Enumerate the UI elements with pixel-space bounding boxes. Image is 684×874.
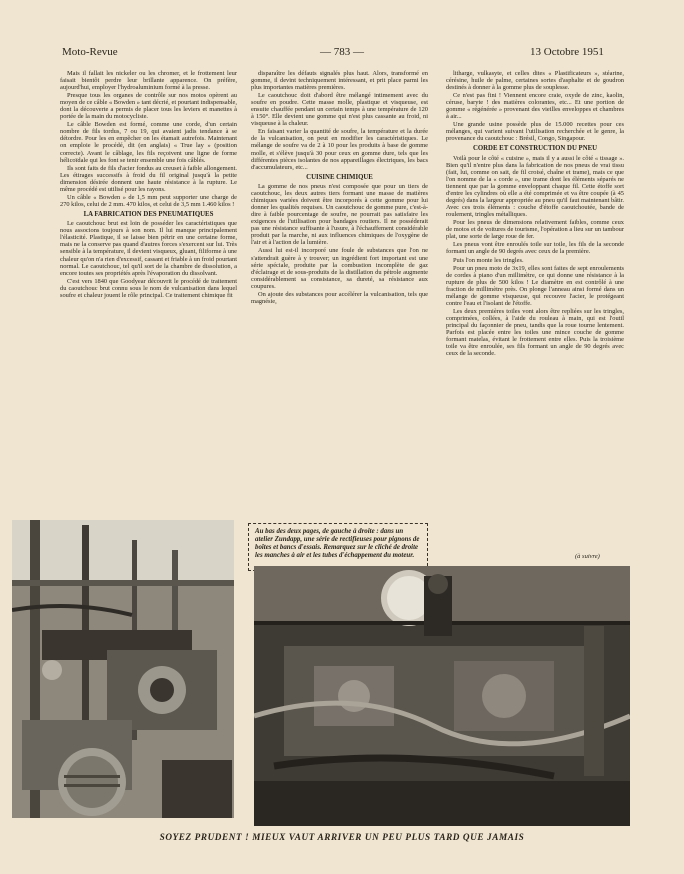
paragraph: C'est vers 1840 que Goodyear découvrit le procédé de traitement du caoutchouc brut connu sous le nom de vulcanisation dans lequel soufre et chaleur jouent le rôle principal. Ce traitement chimique fit bbox=[60, 277, 237, 299]
section-heading-chemistry: CUISINE CHIMIQUE bbox=[306, 173, 373, 181]
paragraph: Les pneus vont être enroulés toile sur toile, les fils de la seconde formant un angle de 90 degrés avec ceux de la première. bbox=[446, 241, 624, 256]
paragraph: On ajoute des substances pour accélérer la vulcanisation, tels que magnésie, bbox=[251, 290, 428, 305]
continued-note: (à suivre) bbox=[575, 553, 600, 560]
section-heading-cord-construction: CORDE ET CONSTRUCTION DU PNEU bbox=[472, 145, 598, 153]
paragraph: litharge, vulkasyte, et celles dites « Plastificateurs », stéarine, cérésine, huile de palme, certaines sortes d'asphalte et de goudron destinés à donner à la gomme plus de souplesse. bbox=[446, 70, 624, 92]
footer-slogan: SOYEZ PRUDENT ! MIEUX VAUT ARRIVER UN PEU PLUS TARD QUE JAMAIS bbox=[159, 832, 525, 842]
factory-photo-right bbox=[254, 566, 630, 826]
paragraph: Voilà pour le côté « cuisine », mais il y a aussi le côté « tissage ». Bien qu'il n'entre plus dans la fabrication de nos pneus de vrai tissu (fait, lui, comme on sait, de fil croisé, chaîne et trame), mais ce que l'on nomme de la « corde », une trame dont les éléments séparés ne tiennent que par la gomme enveloppant chaque fil. Cette étoffe sort d'entre les cylindres où elle a été comprimée et va être coupée (à 45 degrés) dans la largeur appropriée au pneu qu'il faut maintenant bâtir. Avec ces trois éléments : couche d'étoffe caoutchoutée, bande de roulement, tringles métalliques. bbox=[446, 154, 624, 219]
factory-photo-left bbox=[12, 520, 234, 818]
paragraph: Pour un pneu moto de 3x19, elles sont faites de sept enroulements de cordes à piano d'un millimètre, ce qui donne une résistance à la rupture de plus de 500 kilos ! Le diamètre en est contrôlé à une fraction de millimètre près. On plonge l'anneau ainsi formé dans un mélange de gomme visqueuse, qui recouvre l'acier, le protégeant contre l'eau et l'isolant de l'étoffe. bbox=[446, 264, 624, 307]
grinding-machines-illustration bbox=[12, 520, 234, 818]
issue-date: 13 Octobre 1951 bbox=[530, 46, 604, 58]
engine-test-bench-illustration bbox=[254, 566, 630, 826]
paragraph: Presque tous les organes de contrôle sur nos motos opèrent au moyen de ce câble « Bowden » tant décrié, et pourtant indispensable, dont la découverte a permis de placer tous les leviers et manettes à portée de la main du motocycliste. bbox=[60, 92, 237, 121]
paragraph: Aussi lui est-il incorporé une foule de substances que l'on ne s'attendrait guère à y trouver; un ingrédient fort important est une série spéciale, produite par la combustion incomplète de gaz d'éclairage et de sous-produits de la distillation du pétrole augmente considérablement sa consistance, sa dureté, sa résistance aux coupures. bbox=[251, 247, 428, 290]
paragraph: Puis l'on monte les tringles. bbox=[453, 256, 524, 264]
text-column-1 bbox=[60, 70, 237, 515]
page-number: — 783 — bbox=[320, 46, 364, 58]
paragraph: En faisant varier la quantité de soufre, la température et la durée de la vulcanisation, on peut en modifier les caractéristiques. Le mélange de soufre va de 2 à 10 pour les produits à base de gomme molle, et s'élève jusqu'à 30 pour ceux en gomme dure, tels que les différentes pièces isolantes de nos appareillages électriques, les bacs d'accumulateurs, etc... bbox=[251, 128, 428, 171]
text-column-3 bbox=[446, 70, 624, 560]
paragraph: Le câble Bowden est formé, comme une corde, d'un certain nombre de fils tordus, 7 ou 19, qui avaient jadis tendance à se détordre. Pour les en empêcher on les étamait autrefois. Maintenant on emploie le procédé, dit (en anglais) « True lay » (position correcte). Avant le câblage, les fils reçoivent une ligne de forme hélicoïdale qui les font se tenir ensemble une fois câblés. bbox=[60, 121, 237, 164]
paragraph: Le caoutchouc doit d'abord être mélangé intimement avec du soufre en poudre. Cette masse molle, plastique et visqueuse, est ensuite chauffée pendant un certain temps à une température de 120 à 150°. Elle devient une gomme qui n'est plus cassante au froid, ni visqueuse à la chaleur. bbox=[251, 92, 428, 128]
paragraph: La gomme de nos pneus n'est composée que pour un tiers de caoutchouc, les deux autres tiers formant une masse de matières chimiques variées doivent être incorporés à cette gomme pour lui donner les qualités requises. Un caoutchouc de gomme pure, c'est-à-dire à faible pourcentage de soufre, ne pourrait pas satisfaire les exigences de l'utilisation pour bandages routiers. Il ne posséderait pas une résistance suffisante à l'usure, à l'échauffement considérable produit par la marche, ni aux influences chimiques de l'oxygène de l'air et à l'action de la lumière. bbox=[251, 183, 428, 247]
paragraph: Ils sont faits de fils d'acier fondus au creuset à faible allongement. Les étirages successifs à froid du fil original jusqu'à la petite dimension désirée donnent une haute résistance à la rupture. Le même procédé est utilisé pour les rayons. bbox=[60, 164, 237, 193]
publication-name: Moto-Revue bbox=[62, 46, 118, 58]
paragraph: Une grande usine possède plus de 15.000 recettes pour ces mélanges, qui varient suivant l'utilisation recherchée et le genre, la provenance du caoutchouc : Brésil, Congo, Singapour. bbox=[446, 121, 624, 143]
paragraph: Le caoutchouc brut est loin de posséder les caractéristiques que nous associons toujours à son nom. Il lui manque principalement l'élasticité. Plastique, il se laisse bien pétrir en une certaine forme, mais ne la conserve pas quand d'autres forces s'exercent sur lui. Très sensible à la température, il devient visqueux, gluant, filiforme à une chaleur qu'on n'a rien d'excessif, cassant et friable à un froid pourtant normal. Le caoutchouc, tel qu'il sort de la chambre de dissolution, a encore toutes ses propriétés après l'évaporation du dissolvant. bbox=[60, 220, 237, 277]
paragraph: Un câble « Bowden » de 1,5 mm peut supporter une charge de 270 kilos, celui de 2 mm. 470 kilos, et celui de 3,5 mm 1.460 kilos ! bbox=[60, 193, 237, 208]
section-heading-tyre-manufacturing: LA FABRICATION DES PNEUMATIQUES bbox=[83, 210, 214, 218]
paragraph: Ce n'est pas fini ! Viennent encore craie, oxyde de zinc, kaolin, céruse, baryte ! des matières colorantes, etc... Et une portion de gomme « régénérée » provenant des vieilles enveloppes et chambres à air... bbox=[446, 92, 624, 121]
photo-caption-box: Au bas des deux pages, de gauche à droite : dans un atelier Zundapp, une série de rectifieuses pour pignons de boîtes et bancs d'essais. Remarquez sur le cliché de droite les manches à air et les tubes d'échappement du moteur. bbox=[248, 523, 428, 571]
paragraph: disparaître les défauts signalés plus haut. Alors, transformé en gomme, il devint techniquement intéressant, et prit place parmi les plus importantes matières premières. bbox=[251, 70, 428, 92]
text-column-2 bbox=[251, 70, 428, 542]
paragraph: Pour les pneus de dimensions relativement faibles, comme ceux de motos et de voitures de tourisme, l'opération a lieu sur un tambour plat, une sorte de large roue de fer. bbox=[446, 219, 624, 241]
paragraph: Mais il fallait les nickeler ou les chromer, et le frottement leur faisait bientôt perdre leur brillante apparence. On préfère, aujourd'hui, employer l'hydroaluminium formé à la presse. bbox=[60, 70, 237, 92]
paragraph: Les deux premières toiles vont alors être repliées sur les tringles, comprimées, collées, à l'aide du rouleau à main, qui est l'outil principal du façonnier de pneu, tandis que la roue tourne lentement. Parfois est placée entre les toiles une mince couche de gomme formant matelas, évitant le frottement entre elles. Puis la troisième toile va être enroulée, ses fils formant un angle de 90 degrés avec ceux de la seconde. bbox=[446, 307, 624, 358]
